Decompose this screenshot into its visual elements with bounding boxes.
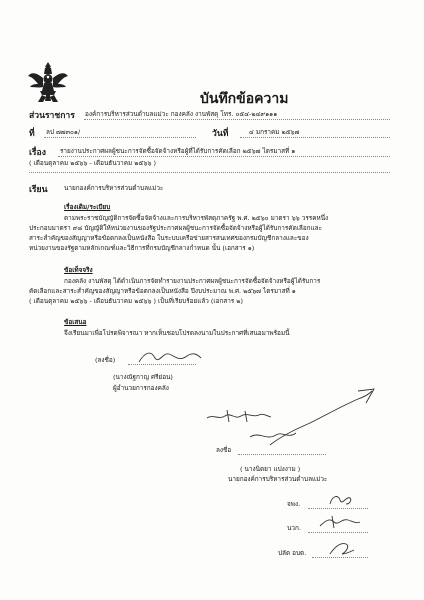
origin-line-3: สาระสำคัญของสัญญาหรือข้อตกลงเป็นหนังสือ ในระบบเครือข่ายสารสนเทศของกรมบัญชีกลางและของ — [29, 234, 309, 242]
init-3-label: ปลัด อบต. — [278, 549, 307, 557]
fact-line-3: ( เดือนตุลาคม ๒๕๖๖ - เดือนธันวาคม ๒๕๖๖ ) เป็นที่เรียบร้อยแล้ว (เอกสาร ๒) — [29, 297, 243, 305]
org-dotline — [84, 119, 390, 120]
sign-label-2: ลงชื่อ — [216, 446, 232, 454]
signature-1-scribble-icon — [135, 346, 205, 368]
sign-label-1: (ลงชื่อ) — [95, 356, 116, 364]
org-value: องค์การบริหารส่วนตำบลแม่วะ กองคลัง งานพัสดุ โทร. ๐๕๔-๒๔๙๑๑๑ — [85, 110, 278, 118]
document-title: บันทึกข้อความ — [200, 91, 289, 107]
subject-line-1: รายงานประกาศผลผู้ชนะการจัดซื้อจัดจ้างหรือผู้ที่ได้รับการคัดเลือก ๒๕๖๗ ไตรมาสที่ ๑ — [60, 147, 296, 155]
position-2: นายกองค์การบริหารส่วนตำบลแม่วะ — [228, 475, 328, 483]
addressee-label: เรียน — [29, 185, 48, 195]
init-1-label: จพง. — [287, 500, 301, 508]
fact-line-1: กองคลัง งานพัสดุ ได้ดำเนินการจัดทำรายงานประกาศผลผู้ชนะการจัดซื้อจัดจ้างหรือผู้ได้รับการ — [64, 277, 321, 285]
sign-dotline-2 — [238, 454, 326, 455]
org-label: ส่วนราชการ — [29, 111, 75, 121]
garuda-emblem-icon — [26, 60, 70, 104]
proposal-line: จึงเรียนมาเพื่อโปรดพิจารณา หากเห็นชอบโปรดลงนามในประกาศที่เสนอมาพร้อมนี้ — [64, 329, 290, 337]
date-label: วันที่ — [212, 129, 229, 139]
position-1: ผู้อำนวยการกองคลัง — [113, 384, 169, 392]
date-dotline — [240, 137, 390, 138]
origin-line-1: ตามพระราชบัญญัติการจัดซื้อจัดจ้างและการบริหารพัสดุภาครัฐ พ.ศ. ๒๕๖๐ มาตรา ๖๖ วรรคหนึ่ง — [64, 214, 329, 222]
initial-2-scribble-icon — [318, 512, 362, 532]
ref-dotline — [44, 137, 196, 138]
origin-line-4: หน่วยงานของรัฐตามหลักเกณฑ์และวิธีการที่กรมบัญชีกลางกำหนด นั้น (เอกสาร ๑) — [29, 244, 255, 252]
init-2-dotline — [308, 532, 368, 533]
subject-line-2: ( เดือนตุลาคม ๒๕๖๖ - เดือนธันวาคม ๒๕๖๖ ) — [29, 159, 156, 167]
origin-line-2: ประกอบมาตรา ๙๘ บัญญัติให้หน่วยงานของรัฐประกาศผลผู้ชนะการจัดซื้อจัดจ้างหรือผู้ได้รับการคัดเลือกและ — [29, 224, 322, 232]
ref-label: ที่ — [29, 129, 35, 139]
signature-2-scribble-icon — [240, 385, 380, 455]
initial-3-scribble-icon — [326, 538, 356, 560]
name-1: (นางณัฐกาญ ศรีย่อน) — [113, 373, 173, 381]
subject-dotline — [58, 156, 390, 157]
addressee-value: นายกองค์การบริหารส่วนตำบลแม่วะ — [64, 184, 164, 192]
ref-value: ลป ๗๗๓๐๑/ — [46, 128, 81, 136]
origin-title: เรื่องเดิม/ระเบียบ — [64, 203, 111, 211]
subject-label: เรื่อง — [29, 148, 46, 158]
fact-line-2: คัดเลือกและสาระสำคัญของสัญญาหรือข้อตกลงเป็นหนังสือ ปีงบประมาณ พ.ศ. ๒๕๖๗ ไตรมาสที่ ๑ — [29, 287, 296, 295]
proposal-title: ข้อเสนอ — [64, 318, 87, 326]
fact-title: ข้อเท็จจริง — [64, 266, 93, 274]
init-2-label: นวก. — [287, 524, 301, 532]
initial-1-scribble-icon — [326, 490, 356, 510]
date-value: ๔ มกราคม ๒๕๖๗ — [249, 128, 300, 136]
name-2: ( นางนิตยา แปงงาม ) — [240, 465, 301, 473]
header-divider — [29, 172, 390, 173]
